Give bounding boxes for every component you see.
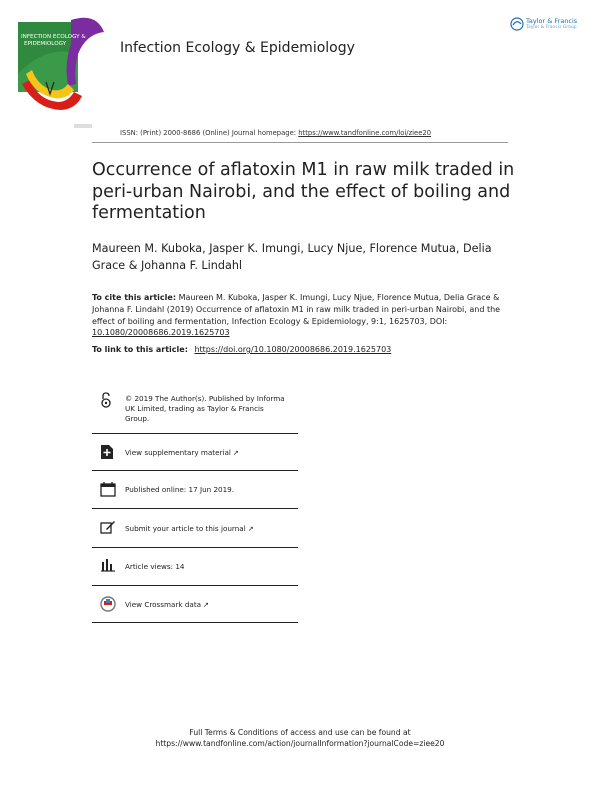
issn-line [120, 129, 431, 137]
license-item [92, 388, 298, 434]
crossmark-link[interactable]: View Crossmark data [125, 600, 202, 609]
footer [0, 727, 600, 749]
citation-label: To cite this article: [92, 293, 177, 302]
supplementary-item[interactable] [92, 434, 298, 471]
external-link-icon: ↗ [247, 525, 254, 533]
footer-line-1: Full Terms & Conditions of access and use can be found at [189, 728, 411, 737]
doi-link[interactable]: 10.1080/20008686.2019.1625703 [92, 328, 230, 338]
article-views: Article views: 14 [125, 562, 185, 571]
link-line [92, 345, 391, 354]
supplementary-icon [100, 444, 114, 463]
article-info-list [92, 388, 298, 623]
footer-terms-link[interactable]: https://www.tandfonline.com/action/journalInformation?journalCode=ziee20 [155, 739, 445, 748]
citation-block [92, 292, 522, 339]
citation-text: Maureen M. Kuboka, Jasper K. Imungi, Lucy Njue, Florence Mutua, Delia Grace & Johanna F. Lindahl (2019) Occurrence of aflatoxin M1 in raw milk traded in peri-urban Nairobi, and the effect of boiling and fermentation, Infection Ecology & Epidemiology, 9:1, 1625703, [92, 293, 501, 326]
publisher-sub: Taylor & Francis Group [526, 25, 577, 31]
supplementary-link[interactable]: View supplementary material [125, 448, 231, 457]
doi-label: DOI: [429, 316, 448, 326]
bar-chart-icon [100, 558, 116, 575]
journal-homepage-link[interactable]: https://www.tandfonline.com/loi/ziee20 [298, 129, 432, 137]
publisher-name: Taylor & Francis [526, 16, 578, 25]
publisher-logo-icon [510, 17, 524, 31]
external-link-icon: ↗ [232, 449, 239, 457]
publisher-logo[interactable] [510, 17, 577, 31]
header-divider [92, 142, 508, 143]
open-access-icon [100, 392, 112, 411]
pencil-icon [100, 520, 116, 537]
publisher-logo-text [526, 18, 577, 31]
submit-item[interactable] [92, 509, 298, 548]
published-item [92, 471, 298, 509]
svg-text:INFECTION ECOLOGY &: INFECTION ECOLOGY & [21, 34, 86, 40]
article-link[interactable]: https://doi.org/10.1080/20008686.2019.1625703 [194, 345, 392, 354]
crossmark-item[interactable] [92, 586, 298, 623]
issn-text: ISSN: (Print) 2000-8686 (Online) Journal homepage: [120, 129, 297, 137]
crossmark-icon [100, 596, 116, 615]
license-line-1: © 2019 The Author(s). Published by Informa [125, 394, 285, 403]
external-link-icon: ↗ [203, 601, 209, 609]
journal-cover-logo [16, 14, 106, 134]
license-line-2: UK Limited, trading as Taylor & Francis [125, 404, 264, 413]
views-item [92, 548, 298, 586]
svg-text:EPIDEMIOLOGY: EPIDEMIOLOGY [24, 41, 67, 47]
published-date: Published online: 17 Jun 2019. [125, 485, 235, 494]
link-label: To link to this article: [92, 345, 188, 354]
journal-title: Infection Ecology & Epidemiology [120, 40, 355, 56]
article-title: Occurrence of aflatoxin M1 in raw milk traded in peri-urban Nairobi, and the effect of boiling and fermentation [92, 160, 515, 223]
calendar-icon [100, 481, 116, 500]
article-authors: Maureen M. Kuboka, Jasper K. Imungi, Lucy Njue, Florence Mutua, Delia Grace & Johanna F. Lindahl [92, 242, 492, 272]
submit-article-link[interactable]: Submit your article to this journal [125, 524, 246, 533]
license-line-3: Group. [125, 414, 150, 423]
